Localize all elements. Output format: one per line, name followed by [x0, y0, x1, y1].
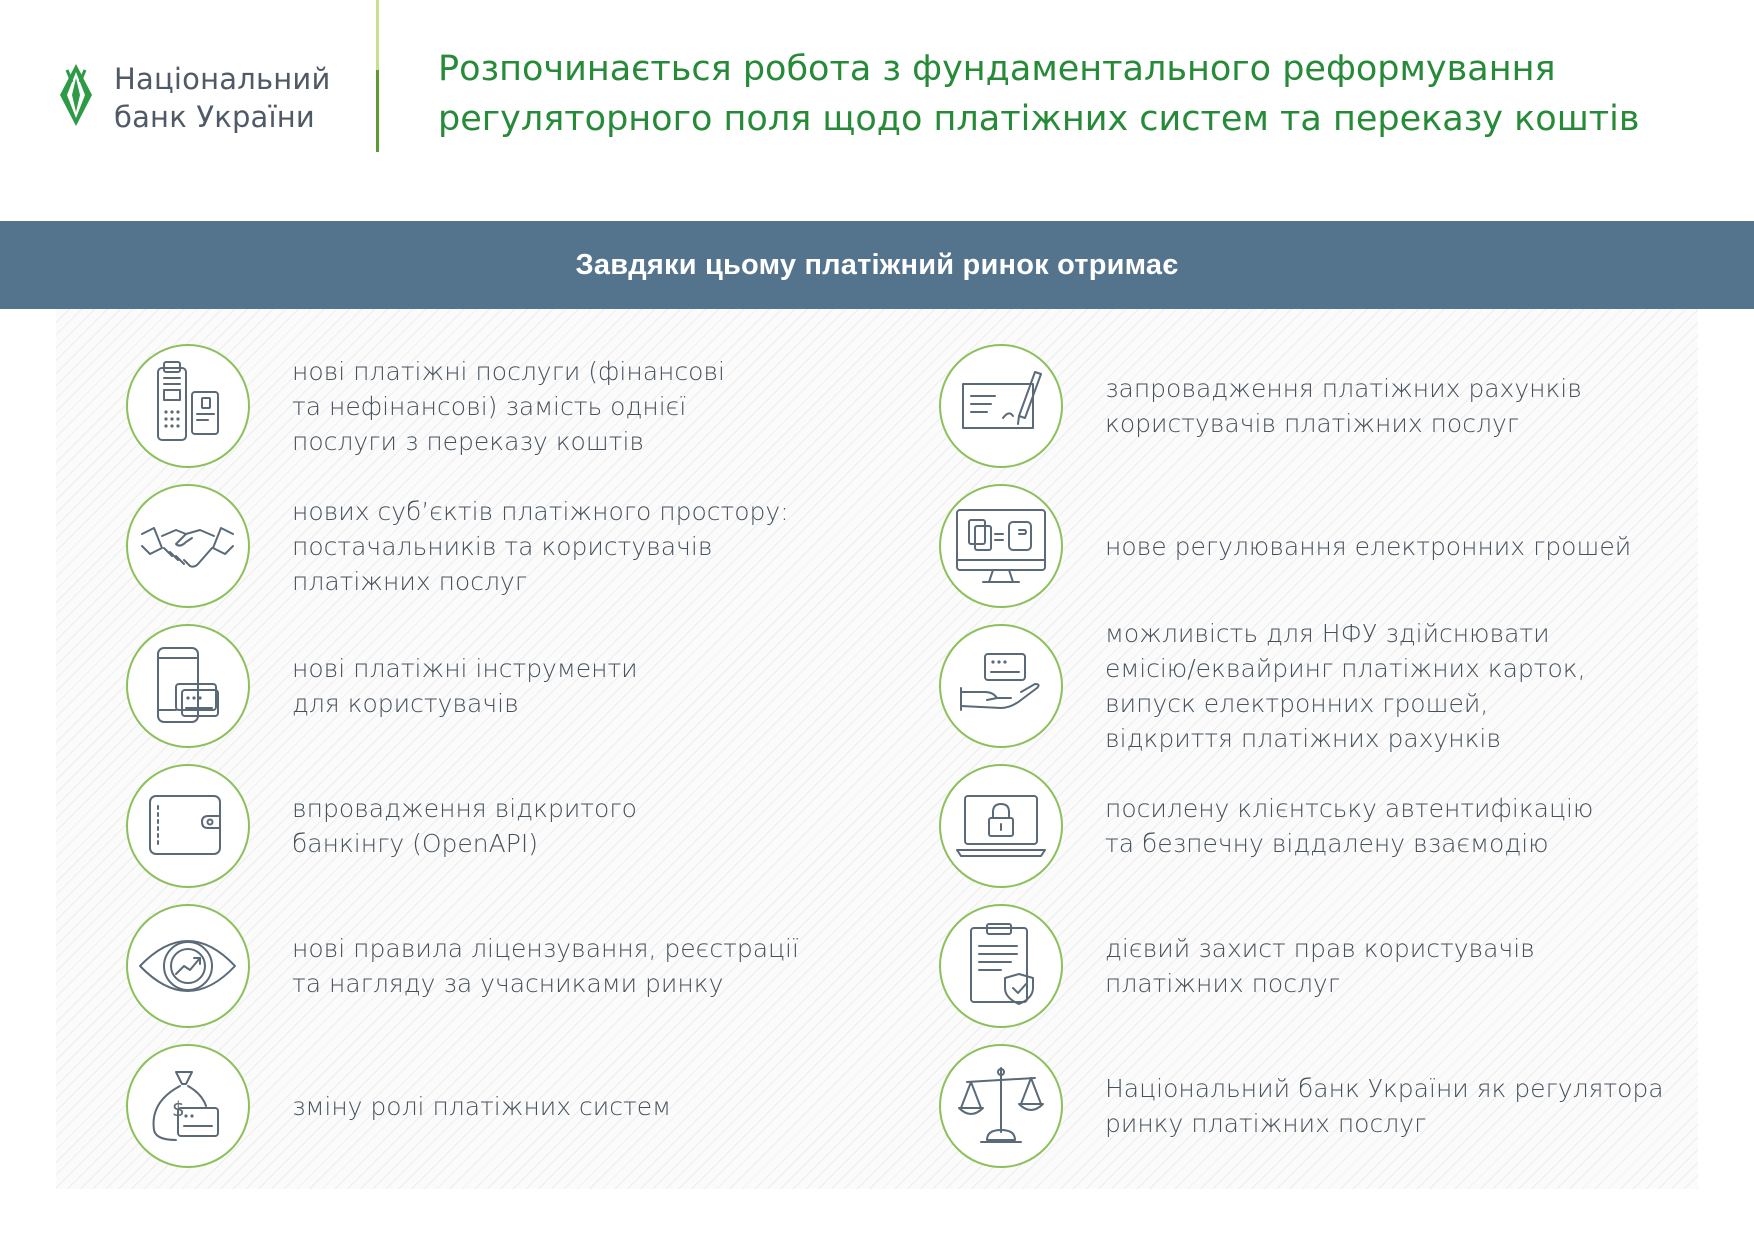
- money-bag-card-icon: [128, 1046, 247, 1165]
- benefit-text: можливість для НФУ здійснювати емісію/еквайринг платіжних карток, випуск електронних грошей, відкриття платіжних рахунків: [1105, 619, 1586, 753]
- benefit-text: зміну ролі платіжних систем: [292, 1091, 671, 1121]
- wallet-icon: [128, 766, 247, 885]
- benefit-text: нові платіжні послуги (фінансові та нефінансові) замість однієї послуги з переказу коштів: [292, 356, 725, 456]
- nbu-logo: [58, 58, 348, 138]
- phone-card-icon: [128, 626, 247, 745]
- monitor-wallet-icon: [941, 486, 1060, 605]
- nbu-logo-text: [114, 60, 331, 136]
- page-title-line-2: регуляторного поля щодо платіжних систем та переказу коштів: [438, 99, 1640, 139]
- benefit-text: нових суб’єктів платіжного простору: постачальників та користувачів платіжних послуг: [292, 496, 789, 596]
- benefits-panel: [56, 309, 1698, 1189]
- svg-text:$: $: [172, 1097, 185, 1121]
- benefit-text: нові платіжні інструменти для користувачів: [292, 654, 638, 718]
- benefit-text: нові правила ліцензування, реєстрації та нагляду за учасниками ринку: [292, 934, 799, 998]
- handshake-icon: [128, 486, 247, 605]
- payment-terminal-icon: [128, 346, 247, 465]
- hand-card-icon: [941, 626, 1060, 745]
- logo-line-1: Національний: [114, 62, 331, 96]
- banner-text: Завдяки цьому платіжний ринок отримає: [575, 248, 1179, 281]
- nbu-logo-icon: [58, 62, 94, 128]
- laptop-lock-icon: [941, 766, 1060, 885]
- page-title-line-1: Розпочинається робота з фундаментального реформування: [438, 49, 1556, 89]
- scales-icon: [941, 1046, 1060, 1165]
- logo-line-2: банк України: [114, 100, 315, 134]
- benefit-text: дієвий захист прав користувачів платіжних послуг: [1105, 934, 1535, 998]
- header-divider: [376, 0, 379, 152]
- page-title: [438, 44, 1728, 144]
- benefit-text: впровадження відкритого банкінгу (OpenAPI): [292, 794, 637, 858]
- clipboard-shield-icon: [941, 906, 1060, 1025]
- eye-chart-icon: [128, 906, 247, 1025]
- benefit-text: посилену клієнтську автентифікацію та безпечну віддалену взаємодію: [1105, 794, 1594, 858]
- document-pen-icon: [941, 346, 1060, 465]
- benefit-text: запровадження платіжних рахунків користувачів платіжних послуг: [1105, 374, 1582, 438]
- benefit-text: нове регулювання електронних грошей: [1105, 531, 1632, 561]
- benefit-text: Національний банк України як регулятора ринку платіжних послуг: [1105, 1074, 1664, 1138]
- section-banner: [0, 221, 1754, 309]
